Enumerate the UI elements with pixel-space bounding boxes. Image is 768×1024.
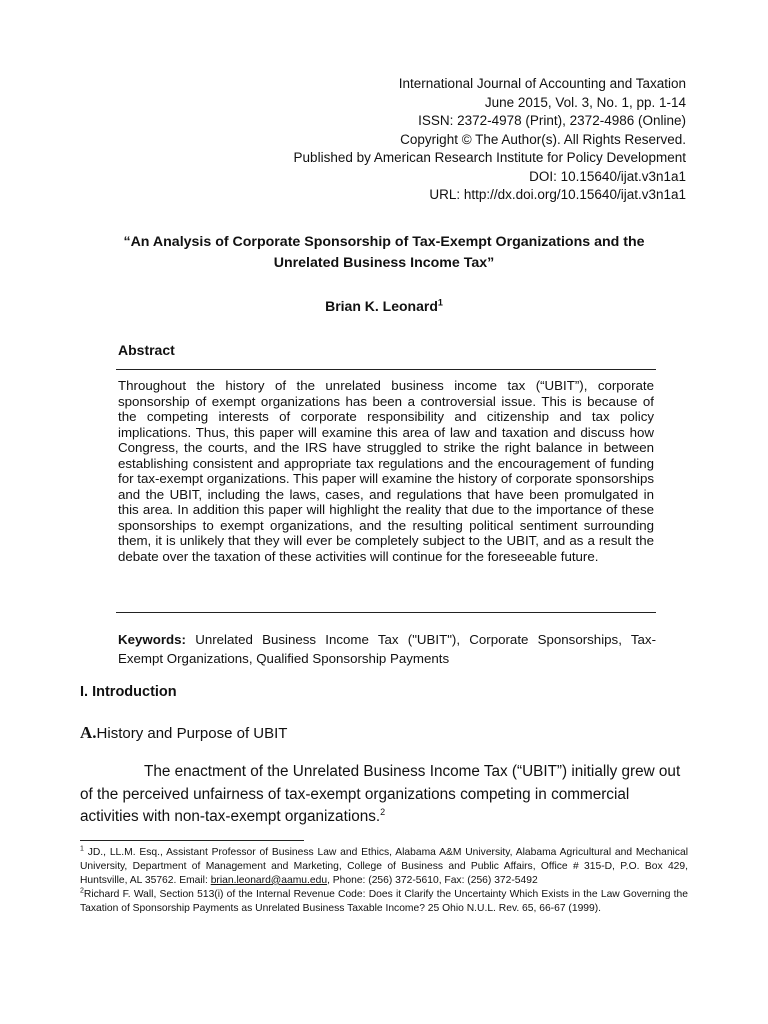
abstract-top-rule (116, 369, 656, 370)
author-line (80, 298, 688, 314)
footnote-1 (80, 846, 688, 887)
journal-doi: DOI: 10.15640/ijat.v3n1a1 (529, 168, 686, 184)
body-paragraph-text: The enactment of the Unrelated Business Income Tax (“UBIT”) initially grew out of the perceived unfairness of tax-exempt organizations competing in commercial activities with non-tax-exempt organizations. (80, 763, 681, 825)
section-heading-introduction: I. Introduction (80, 684, 177, 700)
keywords-label: Keywords: (118, 632, 186, 647)
footnote-2 (80, 888, 688, 916)
journal-url: URL: http://dx.doi.org/10.15640/ijat.v3n1a1 (429, 187, 686, 202)
footnote-1-mark: 1 (80, 845, 84, 853)
abstract-heading: Abstract (118, 342, 175, 358)
footnote-separator (80, 840, 304, 841)
journal-issue: June 2015, Vol. 3, No. 1, pp. 1-14 (484, 94, 686, 110)
footnote-2-mark: 2 (80, 887, 84, 895)
journal-copyright: Copyright © The Author(s). All Rights Reserved. (400, 131, 686, 147)
footnote-1-text: JD., LL.M. Esq., Assistant Professor of Business Law and Ethics, Alabama A&M University, Alabama Agricultural and Mechanical University, Department of Management and Marketing, College of Business and Public Affairs, Office # 315-D, P.O. Box 429, Huntsville, AL 35762. Email: (80, 847, 688, 886)
abstract-text: Throughout the history of the unrelated business income tax (“UBIT”), corporate sponsorship of exempt organizations has been a controversial issue. This is because of the competing interests of corporate responsibility and citizenship and tax policy implications. Thus, this paper will examine this area of law and taxation and discuss how Congress, the courts, and the IRS have struggled to strike the right balance in between establishing consistent and appropriate tax regulations and the encouragement of funding for tax-exempt organizations. This paper will examine the history of corporate sponsorships and the UBIT, including the laws, cases, and regulations that have been promulgated in this area. In addition this paper will highlight the reality that due to the importance of these sponsorships to exempt organizations, and the resulting political sentiment surrounding them, it is unlikely that they will ever be completely subject to the UBIT, and as a result the debate over the taxation of these activities will continue for the foreseeable future. (118, 378, 654, 564)
journal-header (294, 75, 686, 205)
journal-name: International Journal of Accounting and Taxation (398, 76, 686, 91)
journal-issn: ISSN: 2372-4978 (Print), 2372-4986 (Online) (418, 113, 686, 128)
journal-publisher: Published by American Research Institute for Policy Development (293, 150, 686, 165)
footnotes (80, 846, 688, 917)
keywords-text: Unrelated Business Income Tax ("UBIT"), Corporate Sponsorships, Tax-Exempt Organizations, Qualified Sponsorship Payments (118, 632, 656, 666)
footnote-1-contact: , Phone: (256) 372-5610, Fax: (256) 372-5492 (327, 874, 538, 886)
paper-title (80, 232, 688, 274)
paper-title-line-1: “An Analysis of Corporate Sponsorship of Tax-Exempt Organizations and the (123, 234, 645, 250)
footnote-2-text: Richard F. Wall, Section 513(i) of the Internal Revenue Code: Does it Clarify the Uncertainty Which Exists in the Law Governing the Taxation of Sponsorship Payments as Unrelated Business Taxable Income? 25 Ohio N.U.L. Rev. 65, 66-67 (1999). (80, 889, 688, 915)
body-footnote-mark: 2 (380, 806, 386, 817)
author-name: Brian K. Leonard (325, 298, 438, 314)
subsection-letter: A. (80, 723, 97, 742)
author-email-link[interactable]: brian.leonard@aamu.edu (210, 874, 328, 886)
subsection-heading (80, 723, 287, 743)
abstract-bottom-rule (116, 612, 656, 613)
subsection-title: History and Purpose of UBIT (96, 725, 288, 742)
paper-title-line-2: Unrelated Business Income Tax” (273, 255, 495, 271)
keywords (118, 630, 656, 668)
body-paragraph (80, 761, 688, 829)
author-footnote-mark: 1 (437, 297, 443, 308)
